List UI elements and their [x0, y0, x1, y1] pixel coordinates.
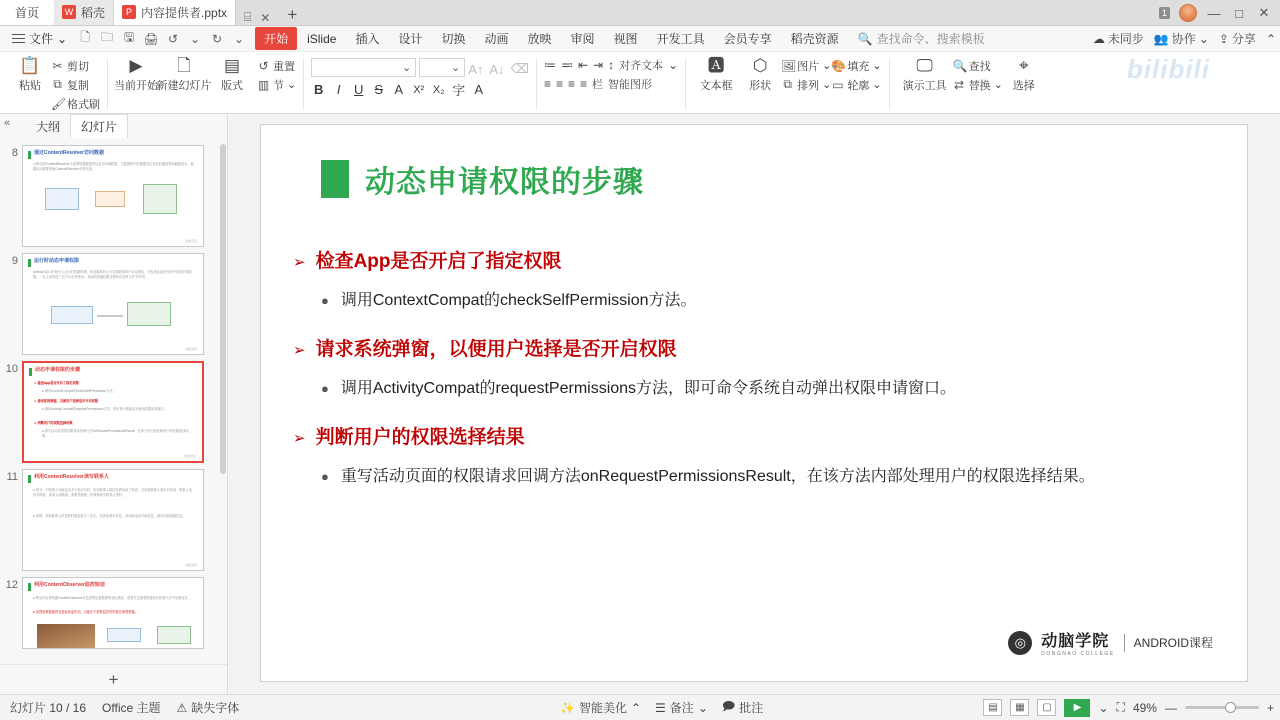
- logo-text-block: [1041, 628, 1114, 657]
- start-slideshow-button[interactable]: [115, 54, 157, 93]
- superscript-button[interactable]: X²: [413, 83, 425, 96]
- sorter-view-button[interactable]: ▦: [1010, 699, 1029, 716]
- title-accent: [28, 475, 31, 483]
- diagram-box: [107, 628, 141, 642]
- panel-scrollbar[interactable]: [220, 144, 226, 474]
- document-tab-label: 内容提供者.pptx: [141, 5, 228, 20]
- bullet-level1: [293, 422, 1217, 449]
- cut-button[interactable]: [51, 57, 100, 74]
- notes-label: 备注: [669, 701, 694, 715]
- collapse-panel-icon[interactable]: «: [4, 117, 11, 129]
- comments-label: 批注: [739, 701, 764, 715]
- ribbon-toolbar: [0, 52, 1280, 114]
- share-label: 分享: [1231, 32, 1256, 46]
- hamburger-icon: [12, 31, 25, 46]
- people-icon: 👥: [1153, 31, 1169, 46]
- ribbon-tabs: [255, 27, 848, 50]
- zoom-slider-handle[interactable]: [1225, 702, 1236, 713]
- logo-en-text: DONGNAO COLLEGE: [1041, 651, 1115, 657]
- arrange-icon: ⧉: [783, 77, 792, 91]
- slide-thumbnail[interactable]: 通过ContentResolver访问数据 示例代码ContentResolver示意图的数据提供以及访问流程图，当数据库中的数据发生变化时通知界面刷新显示，数据访问需要借助ContentResolver对象完成。 动脑学院: [22, 145, 204, 247]
- slide-canvas[interactable]: [260, 124, 1248, 682]
- bullet-level2: [321, 375, 1217, 398]
- open-icon[interactable]: 🗀: [101, 30, 114, 44]
- chevron-down-icon: ⌄: [287, 79, 297, 91]
- tab-member[interactable]: 会员专享: [723, 32, 772, 46]
- notes-button[interactable]: [655, 699, 708, 716]
- paste-label: 粘贴: [19, 80, 41, 92]
- bullet-level2: [321, 287, 1217, 310]
- search-icon: 🔍: [952, 58, 968, 73]
- collaborate-button[interactable]: [1154, 30, 1209, 47]
- close-window-button[interactable]: ✕: [1258, 5, 1270, 20]
- paragraph-row-2: [544, 73, 652, 92]
- cloud-icon: ☁: [1092, 31, 1105, 46]
- select-label: 选择: [1012, 80, 1035, 92]
- divider: [303, 58, 304, 110]
- warning-icon: ⚠: [176, 700, 188, 715]
- slide-content-placeholder[interactable]: [293, 240, 1217, 510]
- new-slide-icon: 🗋: [177, 56, 191, 75]
- share-icon: ⇪: [1218, 31, 1229, 46]
- align-right-button[interactable]: ≡: [567, 77, 575, 91]
- scissors-icon: ✂: [52, 58, 63, 73]
- reset-button[interactable]: [257, 57, 296, 74]
- status-left: [0, 699, 239, 716]
- thumbnail-footer: 动脑学院: [184, 563, 197, 567]
- document-tab-pptx[interactable]: [114, 0, 236, 25]
- reset-icon: ↺: [258, 58, 269, 73]
- clipboard-small-buttons: [51, 54, 100, 112]
- chevron-down-icon: ⌄: [872, 60, 882, 72]
- diagram-box: [95, 191, 125, 207]
- text-box-icon: 🅰: [707, 56, 725, 75]
- shadow-button[interactable]: A: [394, 82, 404, 97]
- comment-icon: 🗩: [721, 699, 736, 713]
- select-button[interactable]: [1003, 54, 1045, 93]
- tab-docer-resources[interactable]: 稻壳资源: [790, 32, 839, 46]
- start-label: 当前开始: [114, 80, 158, 92]
- thumbnail-footer: 动脑学院: [184, 239, 197, 243]
- thumbnail-title: 运行时动态申请权限: [34, 258, 80, 264]
- italic-button[interactable]: I: [336, 82, 341, 97]
- zoom-in-button[interactable]: +: [1266, 700, 1274, 715]
- section-icon: ▥: [257, 77, 270, 92]
- thumbnail-footer: 动脑学院: [184, 347, 197, 351]
- normal-view-button[interactable]: ▤: [983, 699, 1002, 716]
- images-label: 图片: [797, 60, 820, 73]
- replace-label: 替换: [968, 79, 991, 92]
- copy-button[interactable]: [51, 76, 100, 93]
- divider: [107, 58, 108, 110]
- magic-icon: ✨: [560, 700, 575, 715]
- panel-tabs: [0, 114, 227, 138]
- divider: [536, 58, 537, 110]
- fill-button[interactable]: [831, 57, 881, 74]
- replace-button[interactable]: [953, 76, 1003, 93]
- shrink-font-button[interactable]: A↓: [489, 61, 505, 77]
- font-row: [311, 54, 529, 77]
- slide-number: 8: [11, 147, 18, 159]
- menu-bar: [0, 26, 1280, 52]
- diagram-box: [51, 306, 93, 324]
- smart-beautify-button[interactable]: [560, 699, 641, 716]
- new-icon[interactable]: 🗋: [80, 30, 90, 44]
- slide-thumbnail[interactable]: 利用ContentObserver监控短信 ● 利用内容观察器ContentObserver可监控特定数据源的变化情况，需要先注册观察器再在回调方法中处理业务。 ● 前提是数据源的变更能被监听到，以便在不需要监控的时候注销观察器。: [22, 577, 204, 649]
- dot-bullet-icon: ●: [321, 293, 329, 308]
- fill-outline-group: [831, 54, 881, 93]
- search-command-box[interactable]: [858, 30, 985, 47]
- theme-label[interactable]: Office 主题: [102, 701, 161, 715]
- presentation-tools-button[interactable]: [897, 54, 953, 93]
- highlight-color-button[interactable]: A: [474, 82, 484, 97]
- thumbnail-title: 通过ContentResolver访问数据: [34, 150, 105, 156]
- bullet-level1-text: 检查App是否开启了指定权限: [315, 251, 562, 272]
- outline-button[interactable]: [831, 76, 881, 93]
- bullet-level2-text: 重写活动页面的权限请求回调方法onRequestPermissionsResult，在该方法内部处理用户的权限选择结果。: [340, 468, 1095, 485]
- tab-transition[interactable]: 切换: [441, 32, 466, 46]
- clear-format-button[interactable]: ⌫: [510, 61, 529, 76]
- undo-icon[interactable]: ↺: [168, 31, 179, 46]
- tab-insert[interactable]: 插入: [355, 32, 380, 46]
- slide-count-label: 幻灯片 10 / 16: [10, 701, 87, 715]
- paste-button[interactable]: [9, 54, 51, 93]
- maximize-button[interactable]: □: [1235, 5, 1243, 21]
- strikethrough-button[interactable]: S: [374, 82, 384, 97]
- window-controls: [1159, 0, 1280, 26]
- bullet-level1: [293, 246, 1217, 273]
- title-accent: [28, 259, 31, 267]
- slide-number: 12: [5, 579, 18, 591]
- chevron-up-icon: ⌃: [630, 700, 642, 715]
- text-box-label: 文本框: [699, 80, 733, 92]
- chevron-down-icon[interactable]: ⌄: [234, 31, 245, 46]
- brush-icon: 🖌: [51, 96, 67, 111]
- diagram-box: [143, 184, 177, 214]
- workspace: [0, 114, 1280, 694]
- notification-badge[interactable]: 1: [1159, 7, 1170, 19]
- tab-review[interactable]: 审阅: [570, 32, 595, 46]
- replace-icon: ⇄: [954, 77, 965, 92]
- character-spacing-button[interactable]: 字: [452, 83, 466, 98]
- tab-developer[interactable]: 开发工具: [656, 32, 705, 46]
- chevron-down-icon: ⌄: [451, 62, 461, 74]
- divider: [889, 58, 890, 110]
- diagram-box: [157, 626, 191, 644]
- justify-button[interactable]: ≡: [580, 77, 588, 91]
- tools-group: [892, 54, 1050, 113]
- layout-icon: ▤: [223, 56, 241, 75]
- font-format-row: [311, 77, 486, 99]
- fill-icon: 🎨: [831, 58, 847, 73]
- copy-icon: ⧉: [53, 77, 62, 91]
- tab-design[interactable]: 设计: [398, 32, 423, 46]
- increase-indent-button[interactable]: ⇥: [593, 58, 604, 72]
- title-accent: [28, 151, 31, 159]
- thumbnail-title: 利用ContentObserver监控短信: [34, 582, 105, 588]
- panel-tab-outline[interactable]: 大纲: [36, 120, 61, 134]
- document-tab-label: 稻壳: [81, 5, 106, 20]
- tab-animation[interactable]: 动画: [484, 32, 509, 46]
- slides-group: [110, 54, 301, 113]
- connector: [97, 315, 123, 317]
- save-icon[interactable]: 🖫: [123, 30, 135, 44]
- find-label: 查找: [968, 60, 991, 73]
- slide-thumbnail[interactable]: 利用ContentResolver读写联系人 ● 因为一个联系人可能包含多个电话号码，所以联系人的信息被拆成三张表，分别是联系人基本信息表、联系人电话号码表、联系人邮箱表。需要按照统一的规则读写联系人资料。 ● 同理，读取联系人信息的时候也要分三步走，先读取基本信息，再读取电话号码信息，最后读取邮箱信息。 动脑学院: [22, 469, 204, 571]
- list-item[interactable]: [0, 574, 227, 652]
- file-menu-button[interactable]: [6, 28, 73, 49]
- shapes-label: 形状: [749, 80, 772, 92]
- arrange-label: 排列: [797, 79, 820, 92]
- divider: [685, 58, 686, 110]
- new-slide-label: 新建幻灯片: [156, 80, 212, 92]
- clipboard-group: [4, 54, 105, 113]
- align-center-button[interactable]: ≡: [555, 77, 563, 91]
- subscript-button[interactable]: X₂: [432, 83, 445, 96]
- status-right: [983, 699, 1274, 717]
- collaborate-label: 协作: [1171, 32, 1196, 46]
- underline-button[interactable]: U: [354, 82, 364, 97]
- slide-number: 10: [5, 363, 18, 375]
- chevron-down-icon: ⌄: [993, 79, 1003, 91]
- tab-islide[interactable]: iSlide: [307, 31, 337, 46]
- dot-bullet-icon: ●: [321, 381, 329, 396]
- redo-icon[interactable]: ↻: [212, 31, 223, 46]
- list-item[interactable]: [0, 358, 227, 466]
- logo-mark-icon: ◎: [1008, 631, 1032, 655]
- thumbnail-title: 动态申请权限的步骤: [35, 367, 81, 373]
- cursor-icon: ⌖: [1019, 56, 1029, 75]
- paragraph-row-1: [544, 54, 678, 73]
- slide-number: 11: [6, 471, 18, 483]
- search-icon: 🔍: [857, 31, 873, 46]
- arrange-button[interactable]: [781, 76, 831, 93]
- missing-font-status[interactable]: [177, 699, 240, 716]
- play-circle-icon: ▶: [129, 56, 143, 75]
- logo-cn-text: 动脑学院: [1041, 633, 1110, 650]
- grow-font-button[interactable]: A↑: [468, 61, 484, 77]
- tab-start[interactable]: 开始: [255, 27, 297, 50]
- comments-button[interactable]: [722, 697, 763, 718]
- print-icon[interactable]: 🖨: [143, 31, 159, 46]
- zoom-slider[interactable]: [1185, 706, 1259, 709]
- panel-tab-slides[interactable]: 幻灯片: [70, 114, 128, 138]
- slide-thumbnail[interactable]: 运行时动态申请权限 Android从6.0开始引入运行时权限机制，涉及隐私的六大类权限需用户动态授权，开发者必须在代码中动态申请权限，一旦主动授权之后方可正常使用。其余的普通权限可照常在清单文件中声明。 动脑学院: [22, 253, 204, 355]
- chevron-down-icon: ⌄: [872, 79, 882, 91]
- section-button[interactable]: [257, 76, 296, 93]
- file-menu-label: 文件: [29, 32, 54, 46]
- section-label: 节: [273, 79, 284, 92]
- diagram-box: [127, 302, 171, 326]
- format-painter-button[interactable]: [51, 95, 100, 112]
- sync-label: 未同步: [1107, 32, 1144, 46]
- chevron-down-icon: ⌄: [1198, 31, 1209, 46]
- window-tab-bar: [0, 0, 1280, 26]
- paragraph-group: [539, 54, 683, 113]
- chevron-down-icon: ⌄: [57, 31, 68, 46]
- slide-number: 9: [11, 255, 18, 267]
- outline-label: 轮廓: [847, 79, 870, 92]
- bullet-level1-text: 判断用户的权限选择结果: [315, 427, 525, 448]
- images-button[interactable]: [781, 57, 831, 74]
- tab-slideshow[interactable]: 放映: [527, 32, 552, 46]
- presentation-tools-label: 演示工具: [902, 80, 947, 92]
- chevron-down-icon[interactable]: ⌄: [668, 58, 679, 72]
- outline-icon: ▭: [832, 77, 844, 92]
- tab-view[interactable]: 视图: [613, 32, 638, 46]
- play-slideshow-button[interactable]: ▶: [1064, 699, 1090, 717]
- slide-title-placeholder[interactable]: [321, 157, 644, 201]
- chevron-down-icon: ⌄: [402, 62, 412, 74]
- drawing-group: [688, 54, 886, 113]
- title-accent-bar: [321, 160, 349, 198]
- status-bar: [0, 694, 1280, 720]
- bullet-level1: [293, 334, 1217, 361]
- chevron-down-icon: ⌄: [822, 60, 832, 72]
- font-size-tools: [468, 58, 529, 77]
- bullet-level2-text: 调用ActivityCompat的requestPermissions方法，即可命令系统自动弹出权限申请窗口。: [340, 380, 957, 397]
- lock-icon[interactable]: ⌸: [244, 10, 252, 24]
- smart-beautify-label: 智能美化: [578, 701, 627, 715]
- menu-right-actions: [1093, 30, 1276, 47]
- sync-status[interactable]: [1093, 30, 1144, 47]
- zoom-level-label[interactable]: 49%: [1132, 700, 1157, 715]
- search-placeholder: 查找命令、搜索模板: [876, 32, 985, 46]
- dot-bullet-icon: ●: [321, 469, 329, 484]
- numbered-list-button[interactable]: ≕: [560, 58, 573, 72]
- arrow-bullet-icon: ➢: [293, 254, 306, 271]
- columns-button[interactable]: 栏: [592, 79, 604, 91]
- paste-icon: 📋: [19, 56, 41, 75]
- list-item[interactable]: [0, 466, 227, 574]
- text-box-button[interactable]: [693, 54, 739, 93]
- font-family-select[interactable]: [311, 58, 416, 77]
- zoom-out-button[interactable]: —: [1164, 700, 1177, 715]
- tab-tools: [236, 10, 278, 25]
- thumbnail-list[interactable]: [0, 138, 227, 664]
- diagram-box: [45, 188, 79, 210]
- quick-access-toolbar: [0, 28, 249, 49]
- arrow-bullet-icon: ➢: [293, 430, 306, 447]
- shapes-icon: ⬡: [752, 56, 768, 75]
- zoom-fit-icon[interactable]: ⛶: [1116, 700, 1125, 714]
- font-group: [306, 54, 534, 113]
- format-painter-label: 格式刷: [67, 98, 100, 111]
- bold-button[interactable]: B: [314, 82, 324, 97]
- thumbnail-image: [37, 624, 95, 649]
- find-replace-group: [953, 54, 1003, 93]
- title-accent: [29, 368, 32, 376]
- home-tab[interactable]: [0, 0, 54, 25]
- chevron-down-icon[interactable]: ⌄: [190, 31, 201, 46]
- pptx-icon: P: [122, 5, 136, 19]
- presentation-tools-icon: 🖵: [916, 56, 933, 75]
- logo-course-text: ANDROID课程: [1133, 636, 1213, 650]
- slide-canvas-area: [228, 114, 1280, 694]
- shapes-button[interactable]: [739, 54, 781, 93]
- list-item[interactable]: [0, 142, 227, 250]
- align-left-button[interactable]: ≡: [543, 77, 551, 91]
- reset-label: 重置: [273, 60, 295, 73]
- expand-ribbon-icon[interactable]: ⌃: [1265, 31, 1276, 46]
- section-group: [253, 54, 296, 93]
- chevron-down-icon: ⌄: [822, 79, 832, 91]
- font-size-select[interactable]: [419, 58, 465, 77]
- notes-icon: ☰: [655, 700, 666, 715]
- home-tab-label: 首页: [14, 5, 39, 20]
- title-accent: [28, 583, 31, 591]
- avatar[interactable]: [1179, 4, 1197, 22]
- thumbnail-footer: 动脑学院: [183, 454, 196, 458]
- document-tab-docer[interactable]: [54, 0, 114, 25]
- decrease-indent-button[interactable]: ⇤: [577, 58, 589, 72]
- align-text-button[interactable]: 对齐文本: [619, 60, 664, 72]
- reading-view-button[interactable]: ▢: [1037, 699, 1056, 716]
- image-icon: 🖼: [781, 58, 797, 73]
- docer-icon: W: [62, 5, 76, 19]
- bullet-level1-text: 请求系统弹窗，以便用户选择是否开启权限: [315, 339, 677, 360]
- chevron-down-icon[interactable]: ⌄: [1098, 700, 1109, 715]
- find-button[interactable]: [953, 57, 1003, 74]
- chevron-down-icon: ⌄: [697, 700, 708, 715]
- slide-thumbnail-selected[interactable]: 动态申请权限的步骤 ➢ 检查App是否开启了指定权限 ● 调用ContextCompat的checkSelfPermission方法。 ➢ 请求系统弹窗，以便用户选择是否开启权限 ● 调用ActivityCompat的requestPermissions方法，即可命令系统自动弹出权限申请窗口。 ➢ 判断用户的权限选择结果 ● 重写活动页面的权限请求回调方法onRequestPermissionsResult，在该方法内部处理用户的权限选择结果。 动脑学院: [22, 361, 204, 463]
- bullet-level2: [321, 463, 1217, 486]
- share-button[interactable]: [1219, 30, 1256, 47]
- picture-fill-group: [781, 54, 831, 93]
- smart-art-button[interactable]: 智能图形: [608, 79, 653, 91]
- layout-label: 版式: [221, 80, 243, 92]
- divider: [1124, 634, 1125, 652]
- new-slide-button[interactable]: [157, 54, 211, 93]
- arrow-bullet-icon: ➢: [293, 342, 306, 359]
- cut-label: 剪切: [67, 60, 89, 73]
- copy-label: 复制: [67, 79, 89, 92]
- minimize-button[interactable]: —: [1207, 5, 1221, 21]
- missing-font-label: 缺失字体: [191, 701, 240, 715]
- layout-button[interactable]: [211, 54, 253, 93]
- bullet-level2-text: 调用ContextCompat的checkSelfPermission方法。: [340, 292, 697, 309]
- status-middle: [560, 697, 763, 718]
- slides-panel: [0, 114, 228, 694]
- add-slide-button[interactable]: +: [0, 664, 227, 694]
- bullet-list-button[interactable]: ≔: [543, 58, 556, 72]
- close-tab-icon[interactable]: ✕: [260, 10, 271, 25]
- watermark-text: bilibili: [1126, 54, 1210, 84]
- page-title: 动态申请权限的步骤: [365, 166, 644, 199]
- line-spacing-button[interactable]: ↕: [608, 58, 615, 72]
- fill-label: 填充: [847, 60, 870, 73]
- thumbnail-title: 利用ContentResolver读写联系人: [34, 474, 110, 480]
- new-tab-button[interactable]: +: [287, 5, 298, 24]
- list-item[interactable]: [0, 250, 227, 358]
- slide-logo: [1008, 628, 1213, 657]
